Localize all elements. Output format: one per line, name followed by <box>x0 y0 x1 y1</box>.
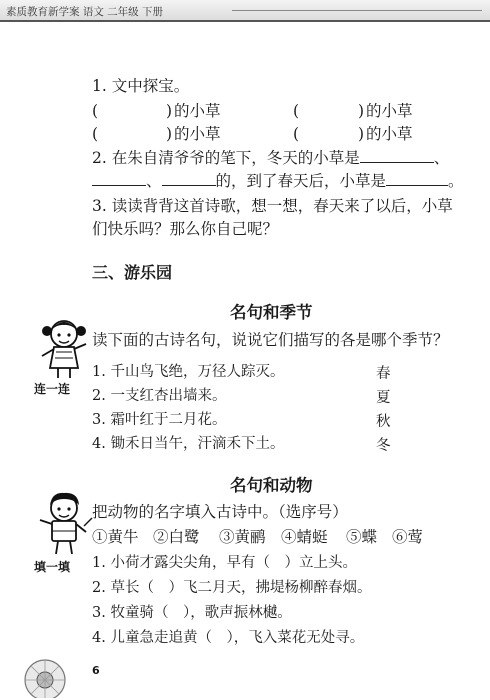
q2-line2-end: 。 <box>448 172 464 190</box>
part2-option-1: ①黄牛 <box>92 528 139 546</box>
flower-decoration-icon <box>10 650 80 698</box>
q1-blank-1-suffix: 的小草 <box>174 102 221 120</box>
part2-option-3: ③黄鹂 <box>219 528 266 546</box>
part2-option-4: ④蜻蜓 <box>281 528 328 546</box>
q2-line1-text: 2. 在朱自清爷爷的笔下，冬天的小草是 <box>92 149 360 167</box>
q1-blank-2-open: ( <box>293 102 300 120</box>
part2-item-1: 1. 小荷才露尖尖角，早有（ ）立上头。 <box>92 555 357 571</box>
q1-blank-3-suffix: 的小草 <box>174 125 221 143</box>
q2-sep-2: 、 <box>146 172 162 190</box>
q1-blank-3-open: ( <box>92 125 99 143</box>
q2-line1 <box>92 148 449 168</box>
part1-item-2: 2. 一支红杏出墙来。 <box>92 388 227 404</box>
running-header <box>0 0 490 22</box>
part2-item-3: 3. 牧童骑（ ），歌声振林樾。 <box>92 605 292 621</box>
q2-line2-text: 的，到了春天后，小草是 <box>215 172 387 190</box>
part1-season-4: 冬 <box>376 438 391 454</box>
part1-item-4: 4. 锄禾日当午，汗滴禾下土。 <box>92 436 285 452</box>
part1-figure-label: 连一连 <box>34 382 71 396</box>
girl-illustration-icon <box>34 316 94 382</box>
q1-blank-1-open: ( <box>92 102 99 120</box>
part2-instruction: 把动物的名字填入古诗中。（选序号） <box>92 503 348 521</box>
q1-blank-4-suffix: 的小草 <box>366 125 413 143</box>
q1-blank-4-close: ) <box>358 125 365 143</box>
boy-illustration-icon <box>34 490 94 560</box>
q1-blank-1-close: ) <box>166 102 173 120</box>
q1-title: 1. 文中探宝。 <box>92 77 190 95</box>
q2-blank-1 <box>360 148 434 163</box>
q1-blank-4-open: ( <box>293 125 300 143</box>
part1-item-1: 1. 千山鸟飞绝，万径人踪灭。 <box>92 364 285 380</box>
q2-blank-3 <box>162 171 216 186</box>
header-rule <box>232 10 482 11</box>
part1-season-2: 夏 <box>376 390 391 406</box>
part2-option-5: ⑤蝶 <box>346 528 378 546</box>
part2-option-2: ②白鹭 <box>153 528 200 546</box>
part2-option-6: ⑥莺 <box>392 528 424 546</box>
q3-line2: 们快乐吗？那么你自己呢？ <box>92 220 279 238</box>
q2-blank-4 <box>386 171 448 186</box>
q2-blank-2 <box>92 171 146 186</box>
part2-item-4: 4. 儿童急走追黄（ ），飞入菜花无处寻。 <box>92 630 365 646</box>
header-title: 素质教育新学案 语文 二年级 下册 <box>6 6 164 18</box>
q1-blank-3-close: ) <box>166 125 173 143</box>
q1-blank-2-suffix: 的小草 <box>366 102 413 120</box>
part1-instruction: 读下面的古诗名句，说说它们描写的各是哪个季节？ <box>92 331 449 349</box>
part1-season-3: 秋 <box>376 414 391 430</box>
q2-line2 <box>92 171 464 191</box>
q2-sep-1: 、 <box>433 149 450 167</box>
part2-title: 名句和动物 <box>230 476 313 495</box>
q1-blank-2-close: ) <box>358 102 365 120</box>
q3-line1: 3. 读读背背这首诗歌，想一想，春天来了以后，小草 <box>92 197 453 215</box>
part1-item-3: 3. 霜叶红于二月花。 <box>92 412 227 428</box>
part1-title: 名句和季节 <box>230 303 313 322</box>
part2-item-2: 2. 草长（ ）飞二月天，拂堤杨柳醉春烟。 <box>92 580 372 596</box>
part2-figure-label: 填一填 <box>34 560 71 574</box>
part1-season-1: 春 <box>376 366 391 382</box>
section-title: 三、游乐园 <box>92 263 173 282</box>
page-number: 6 <box>92 664 100 677</box>
